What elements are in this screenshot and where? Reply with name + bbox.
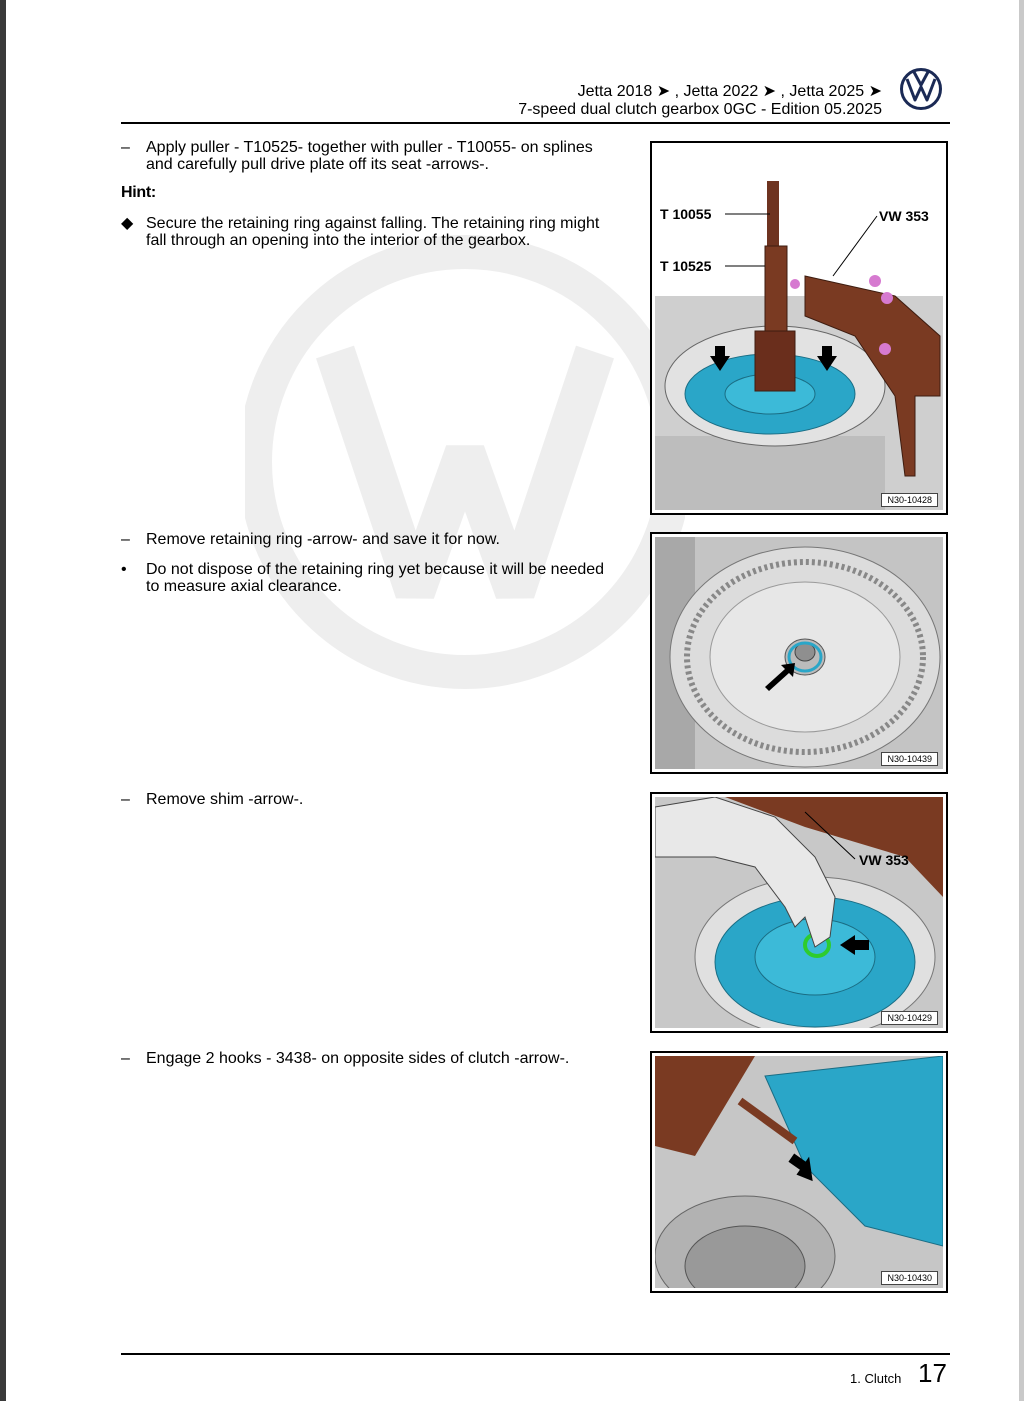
figure-code: N30-10428	[881, 493, 938, 507]
label-vw353: VW 353	[879, 208, 929, 224]
page-right-edge	[1019, 0, 1024, 1401]
dash-marker: –	[121, 531, 130, 548]
step-text: Do not dispose of the retaining ring yet because it will be needed to measure axial clearance.	[146, 561, 605, 595]
step-text: Engage 2 hooks - 3438- on opposite sides of clutch -arrow-.	[146, 1050, 570, 1067]
footer-rule	[121, 1353, 950, 1355]
illustration-hooks	[655, 1056, 943, 1288]
figure-code: N30-10439	[881, 752, 938, 766]
bullet-marker: •	[121, 561, 127, 578]
hint-label: Hint:	[121, 184, 156, 201]
footer-section: 1. Clutch	[850, 1371, 902, 1386]
illustration-retaining-ring	[655, 537, 943, 769]
header-models: Jetta 2018 ➤ , Jetta 2022 ➤ , Jetta 2025 ➤	[577, 83, 882, 100]
diamond-marker: ◆	[121, 215, 134, 232]
dash-marker: –	[121, 139, 130, 156]
vw-logo-icon	[899, 67, 943, 111]
dash-marker: –	[121, 791, 130, 808]
illustration-puller	[655, 146, 943, 510]
header-rule	[121, 122, 950, 124]
figure-remove-shim	[650, 792, 948, 1033]
page-number: 17	[918, 1358, 947, 1388]
figure-retaining-ring	[650, 532, 948, 774]
figure-engage-hooks	[650, 1051, 948, 1293]
step-text: Apply puller - T10525- together with puller - T10055- on splines and carefully pull drive plate off its seat -arrows-.	[146, 139, 593, 173]
label-t10525: T 10525	[660, 258, 712, 274]
figure-code: N30-10430	[881, 1271, 938, 1285]
label-vw353: VW 353	[859, 852, 909, 868]
step-text: Remove retaining ring -arrow- and save it for now.	[146, 531, 500, 548]
step-text: Secure the retaining ring against falling. The retaining ring might fall through an opening into the interior of the gearbox.	[146, 215, 600, 249]
figure-code: N30-10429	[881, 1011, 938, 1025]
dash-marker: –	[121, 1050, 130, 1067]
page-left-edge	[0, 0, 6, 1401]
illustration-shim	[655, 797, 943, 1028]
step-text: Remove shim -arrow-.	[146, 791, 304, 808]
watermark-logo-icon	[245, 122, 685, 722]
label-t10055: T 10055	[660, 206, 712, 222]
figure-puller-drive-plate	[650, 141, 948, 515]
header-subtitle: 7-speed dual clutch gearbox 0GC - Edition 05.2025	[518, 101, 882, 118]
